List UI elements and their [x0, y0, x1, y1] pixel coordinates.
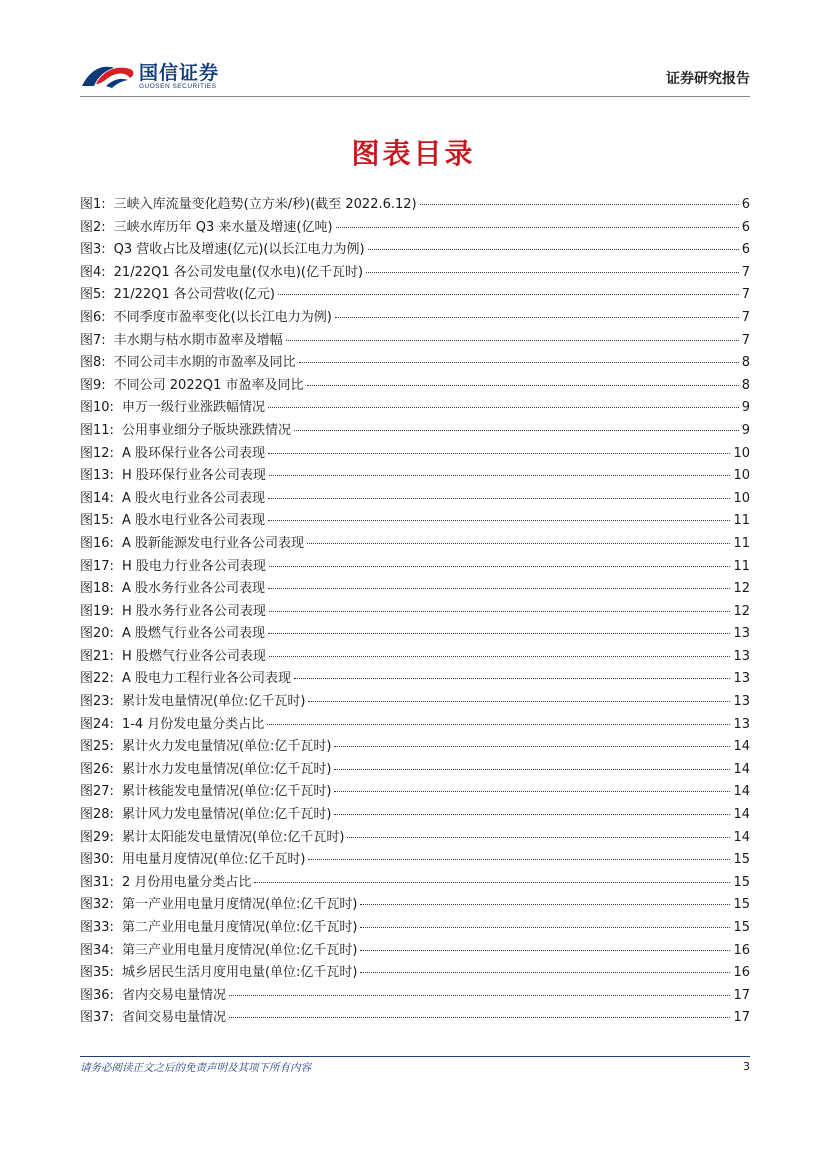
- toc-entry-number: 图23:: [80, 694, 114, 710]
- toc-entry-number: 图21:: [80, 648, 114, 664]
- toc-entry-number: 图1:: [80, 197, 106, 212]
- toc-entry-number: 图4:: [80, 264, 106, 280]
- toc-entry-title: 第三产业用电量月度情况(单位:亿千瓦时): [121, 942, 358, 958]
- toc-dot-leader: [336, 227, 739, 228]
- toc-dot-leader: [307, 543, 730, 544]
- toc-dot-leader: [229, 1017, 731, 1018]
- toc-entry-page: 15: [733, 897, 750, 913]
- toc-dot-leader: [299, 362, 739, 363]
- toc-dot-leader: [334, 814, 730, 815]
- toc-dot-leader: [334, 791, 730, 792]
- toc-entry-number: 图2:: [80, 219, 106, 235]
- toc-entry-page: 9: [741, 400, 750, 416]
- toc-entry-title: 累计火力发电量情况(单位:亿千瓦时): [121, 739, 332, 755]
- toc-entry-title: 公用事业细分子版块涨跌情况: [121, 422, 291, 438]
- toc-entry[interactable]: [80, 758, 750, 781]
- toc-entry-title: 省内交易电量情况: [121, 987, 226, 1003]
- report-type-label: 证券研究报告: [666, 71, 750, 87]
- toc-entry-title: 第一产业用电量月度情况(单位:亿千瓦时): [121, 897, 358, 913]
- toc-entry-page: 14: [733, 784, 750, 800]
- toc-entry[interactable]: [80, 939, 750, 962]
- toc-entry-page: 6: [741, 197, 750, 212]
- toc-entry[interactable]: [80, 984, 750, 1007]
- toc-entry-number: 图6:: [80, 309, 106, 325]
- toc-entry-title: 21/22Q1 各公司营收(亿元): [113, 287, 275, 303]
- logo-chinese-name: 国信证券: [139, 62, 220, 84]
- toc-entry-title: 申万一级行业涨跌幅情况: [121, 400, 265, 416]
- toc-dot-leader: [269, 611, 731, 612]
- guosen-logo-icon: [80, 60, 136, 90]
- toc-entry-page: 7: [741, 309, 750, 325]
- toc-entry-page: 14: [733, 761, 750, 777]
- toc-entry-page: 10: [733, 490, 750, 506]
- toc-entry-number: 图27:: [80, 784, 114, 800]
- toc-entry-number: 图30:: [80, 852, 114, 868]
- toc-entry-number: 图32:: [80, 897, 114, 913]
- toc-entry-number: 图22:: [80, 671, 114, 687]
- toc-entry[interactable]: [80, 442, 750, 465]
- toc-entry-number: 图33:: [80, 920, 114, 935]
- toc-entry[interactable]: [80, 713, 750, 736]
- toc-entry-title: 累计水力发电量情况(单位:亿千瓦时): [121, 761, 332, 777]
- toc-entry-number: 图13:: [80, 468, 114, 484]
- toc-dot-leader: [268, 453, 730, 454]
- toc-entry-title: 用电量月度情况(单位:亿千瓦时): [121, 852, 306, 868]
- toc-dot-leader: [360, 972, 730, 973]
- toc-entry-number: 图14:: [80, 490, 114, 506]
- toc-entry[interactable]: [80, 487, 750, 510]
- toc-dot-leader: [269, 566, 731, 567]
- toc-entry-title: 不同公司 2022Q1 市盈率及同比: [113, 377, 304, 393]
- toc-dot-leader: [307, 385, 739, 386]
- toc-entry[interactable]: [80, 600, 750, 623]
- toc-entry-number: 图10:: [80, 400, 114, 416]
- toc-dot-leader: [268, 588, 730, 589]
- toc-entry-title: H 股电力行业各公司表现: [121, 558, 266, 574]
- toc-entry-number: 图18:: [80, 581, 114, 597]
- toc-dot-leader: [360, 927, 730, 928]
- toc-dot-leader: [254, 882, 730, 883]
- toc-entry-number: 图9:: [80, 377, 106, 393]
- toc-entry-page: 7: [741, 332, 750, 348]
- toc-entry-number: 图36:: [80, 987, 114, 1003]
- toc-entry-number: 图29:: [80, 829, 114, 845]
- toc-entry-page: 6: [741, 219, 750, 235]
- toc-entry-title: A 股电力工程行业各公司表现: [121, 671, 291, 687]
- toc-entry-number: 图26:: [80, 761, 114, 777]
- toc-entry-number: 图19:: [80, 603, 114, 619]
- toc-entry-title: 省间交易电量情况: [121, 1010, 226, 1026]
- toc-entry[interactable]: [80, 893, 750, 916]
- page-number: 3: [743, 1060, 750, 1073]
- toc-entry[interactable]: [80, 396, 750, 419]
- toc-dot-leader: [334, 746, 730, 747]
- toc-entry-page: 8: [741, 355, 750, 371]
- toc-entry[interactable]: [80, 961, 750, 984]
- toc-entry[interactable]: [80, 916, 750, 939]
- toc-dot-leader: [308, 701, 730, 702]
- toc-dot-leader: [360, 950, 730, 951]
- toc-dot-leader: [267, 724, 730, 725]
- logo-english-name: GUOSEN SECURITIES: [139, 83, 217, 90]
- toc-entry-number: 图3:: [80, 242, 106, 258]
- toc-entry-page: 10: [733, 445, 750, 461]
- toc-entry-page: 14: [733, 829, 750, 845]
- toc-entry[interactable]: [80, 193, 750, 216]
- toc-dot-leader: [308, 859, 730, 860]
- toc-entry[interactable]: [80, 283, 750, 306]
- toc-entry[interactable]: [80, 351, 750, 374]
- toc-entry-page: 17: [733, 1010, 750, 1026]
- toc-entry-title: 城乡居民生活月度用电量(单位:亿千瓦时): [121, 965, 358, 981]
- toc-entry-title: 累计风力发电量情况(单位:亿千瓦时): [121, 807, 332, 823]
- toc-entry-title: 丰水期与枯水期市盈率及增幅: [113, 332, 283, 348]
- toc-entry-page: 14: [733, 807, 750, 823]
- toc-entry-number: 图28:: [80, 807, 114, 823]
- toc-entry-page: 12: [733, 603, 750, 619]
- toc-entry-number: 图31:: [80, 874, 114, 890]
- toc-dot-leader: [360, 904, 730, 905]
- toc-entry-page: 15: [733, 920, 750, 935]
- toc-entry-title: Q3 营收占比及增速(亿元)(以长江电力为例): [113, 242, 365, 258]
- toc-entry-title: H 股燃气行业各公司表现: [121, 648, 266, 664]
- toc-dot-leader: [278, 294, 739, 295]
- toc-entry-title: 三峡水库历年 Q3 来水量及增速(亿吨): [113, 219, 333, 235]
- toc-entry-title: A 股水务行业各公司表现: [121, 581, 265, 597]
- toc-entry-number: 图16:: [80, 535, 114, 551]
- toc-entry-number: 图15:: [80, 513, 114, 529]
- toc-entry[interactable]: [80, 238, 750, 261]
- toc-entry-page: 6: [741, 242, 750, 258]
- toc-entry-number: 图34:: [80, 942, 114, 958]
- toc-entry-number: 图12:: [80, 445, 114, 461]
- toc-dot-leader: [294, 430, 739, 431]
- toc-entry[interactable]: [80, 532, 750, 555]
- toc-entry[interactable]: [80, 871, 750, 894]
- toc-entry-title: 三峡入库流量变化趋势(立方米/秒)(截至 2022.6.12): [113, 197, 417, 212]
- toc-dot-leader: [294, 678, 730, 679]
- toc-dot-leader: [268, 498, 730, 499]
- toc-entry[interactable]: [80, 555, 750, 578]
- toc-entry-title: A 股新能源发电行业各公司表现: [121, 535, 304, 551]
- toc-entry-title: A 股燃气行业各公司表现: [121, 626, 265, 642]
- toc-entry-number: 图11:: [80, 422, 114, 438]
- toc-entry-number: 图25:: [80, 739, 114, 755]
- toc-entry-title: 累计发电量情况(单位:亿千瓦时): [121, 694, 306, 710]
- toc-entry[interactable]: [80, 306, 750, 329]
- toc-entry[interactable]: [80, 216, 750, 239]
- toc-dot-leader: [268, 407, 739, 408]
- toc-dot-leader: [334, 769, 730, 770]
- toc-entry-title: 不同公司丰水期的市盈率及同比: [113, 355, 296, 371]
- toc-entry-page: 12: [733, 581, 750, 597]
- toc-entry[interactable]: [80, 374, 750, 397]
- toc-entry-title: 第二产业用电量月度情况(单位:亿千瓦时): [121, 920, 358, 935]
- toc-entry-page: 15: [733, 874, 750, 890]
- toc-entry-number: 图7:: [80, 332, 106, 348]
- toc-entry-title: H 股水务行业各公司表现: [121, 603, 266, 619]
- toc-dot-leader: [366, 272, 739, 273]
- toc-dot-leader: [335, 317, 739, 318]
- toc-entry-page: 9: [741, 422, 750, 438]
- toc-entry[interactable]: [80, 329, 750, 352]
- toc-dot-leader: [268, 520, 730, 521]
- toc-entry[interactable]: [80, 803, 750, 826]
- toc-entry[interactable]: [80, 464, 750, 487]
- toc-entry-page: 11: [733, 558, 750, 574]
- toc-entry[interactable]: [80, 577, 750, 600]
- toc-entry-title: 累计核能发电量情况(单位:亿千瓦时): [121, 784, 332, 800]
- toc-entry-number: 图37:: [80, 1010, 114, 1026]
- figure-toc-list: [80, 193, 750, 1029]
- toc-entry-title: 不同季度市盈率变化(以长江电力为例): [113, 309, 332, 325]
- header-divider: [80, 96, 750, 97]
- toc-entry-number: 图24:: [80, 716, 114, 732]
- footer-divider: [80, 1056, 750, 1057]
- toc-entry-title: H 股环保行业各公司表现: [121, 468, 266, 484]
- toc-entry-page: 13: [733, 671, 750, 687]
- toc-entry-page: 7: [741, 264, 750, 280]
- toc-entry[interactable]: [80, 1006, 750, 1029]
- toc-entry-title: 2 月份用电量分类占比: [121, 874, 252, 890]
- toc-entry-page: 17: [733, 987, 750, 1003]
- toc-entry-page: 14: [733, 739, 750, 755]
- toc-entry-page: 16: [733, 965, 750, 981]
- toc-entry-page: 8: [741, 377, 750, 393]
- toc-entry[interactable]: [80, 780, 750, 803]
- toc-entry-number: 图17:: [80, 558, 114, 574]
- toc-entry-page: 13: [733, 626, 750, 642]
- toc-entry-title: 1-4 月份发电量分类占比: [121, 716, 265, 732]
- toc-entry-title: 21/22Q1 各公司发电量(仅水电)(亿千瓦时): [113, 264, 364, 280]
- toc-entry[interactable]: [80, 509, 750, 532]
- toc-entry[interactable]: [80, 735, 750, 758]
- page-header: [80, 56, 750, 96]
- toc-entry-title: A 股环保行业各公司表现: [121, 445, 265, 461]
- guosen-logo: [80, 56, 240, 94]
- toc-entry-title: A 股水电行业各公司表现: [121, 513, 265, 529]
- toc-entry[interactable]: [80, 419, 750, 442]
- toc-entry[interactable]: [80, 645, 750, 668]
- toc-dot-leader: [368, 249, 739, 250]
- toc-entry-page: 13: [733, 648, 750, 664]
- page-title: 图表目录: [351, 137, 476, 170]
- toc-entry-number: 图35:: [80, 965, 114, 981]
- toc-dot-leader: [286, 340, 739, 341]
- toc-entry-page: 15: [733, 852, 750, 868]
- toc-entry-title: 累计太阳能发电量情况(单位:亿千瓦时): [121, 829, 345, 845]
- toc-entry[interactable]: [80, 667, 750, 690]
- toc-entry[interactable]: [80, 826, 750, 849]
- toc-entry-page: 16: [733, 942, 750, 958]
- toc-entry-page: 13: [733, 716, 750, 732]
- toc-entry-title: A 股火电行业各公司表现: [121, 490, 265, 506]
- toc-dot-leader: [347, 837, 730, 838]
- toc-entry-page: 11: [733, 535, 750, 551]
- toc-entry-page: 10: [733, 468, 750, 484]
- toc-entry-page: 7: [741, 287, 750, 303]
- toc-entry-number: 图20:: [80, 626, 114, 642]
- toc-entry[interactable]: [80, 261, 750, 284]
- toc-dot-leader: [268, 633, 730, 634]
- toc-dot-leader: [420, 204, 739, 205]
- footer-disclaimer: 请务必阅读正文之后的免责声明及其项下所有内容: [80, 1062, 311, 1074]
- toc-dot-leader: [269, 475, 731, 476]
- toc-dot-leader: [269, 656, 731, 657]
- toc-dot-leader: [229, 995, 731, 996]
- toc-entry[interactable]: [80, 622, 750, 645]
- toc-entry-number: 图8:: [80, 355, 106, 371]
- toc-entry-page: 13: [733, 694, 750, 710]
- toc-entry-page: 11: [733, 513, 750, 529]
- toc-entry[interactable]: [80, 848, 750, 871]
- toc-entry-number: 图5:: [80, 287, 106, 303]
- toc-entry[interactable]: [80, 690, 750, 713]
